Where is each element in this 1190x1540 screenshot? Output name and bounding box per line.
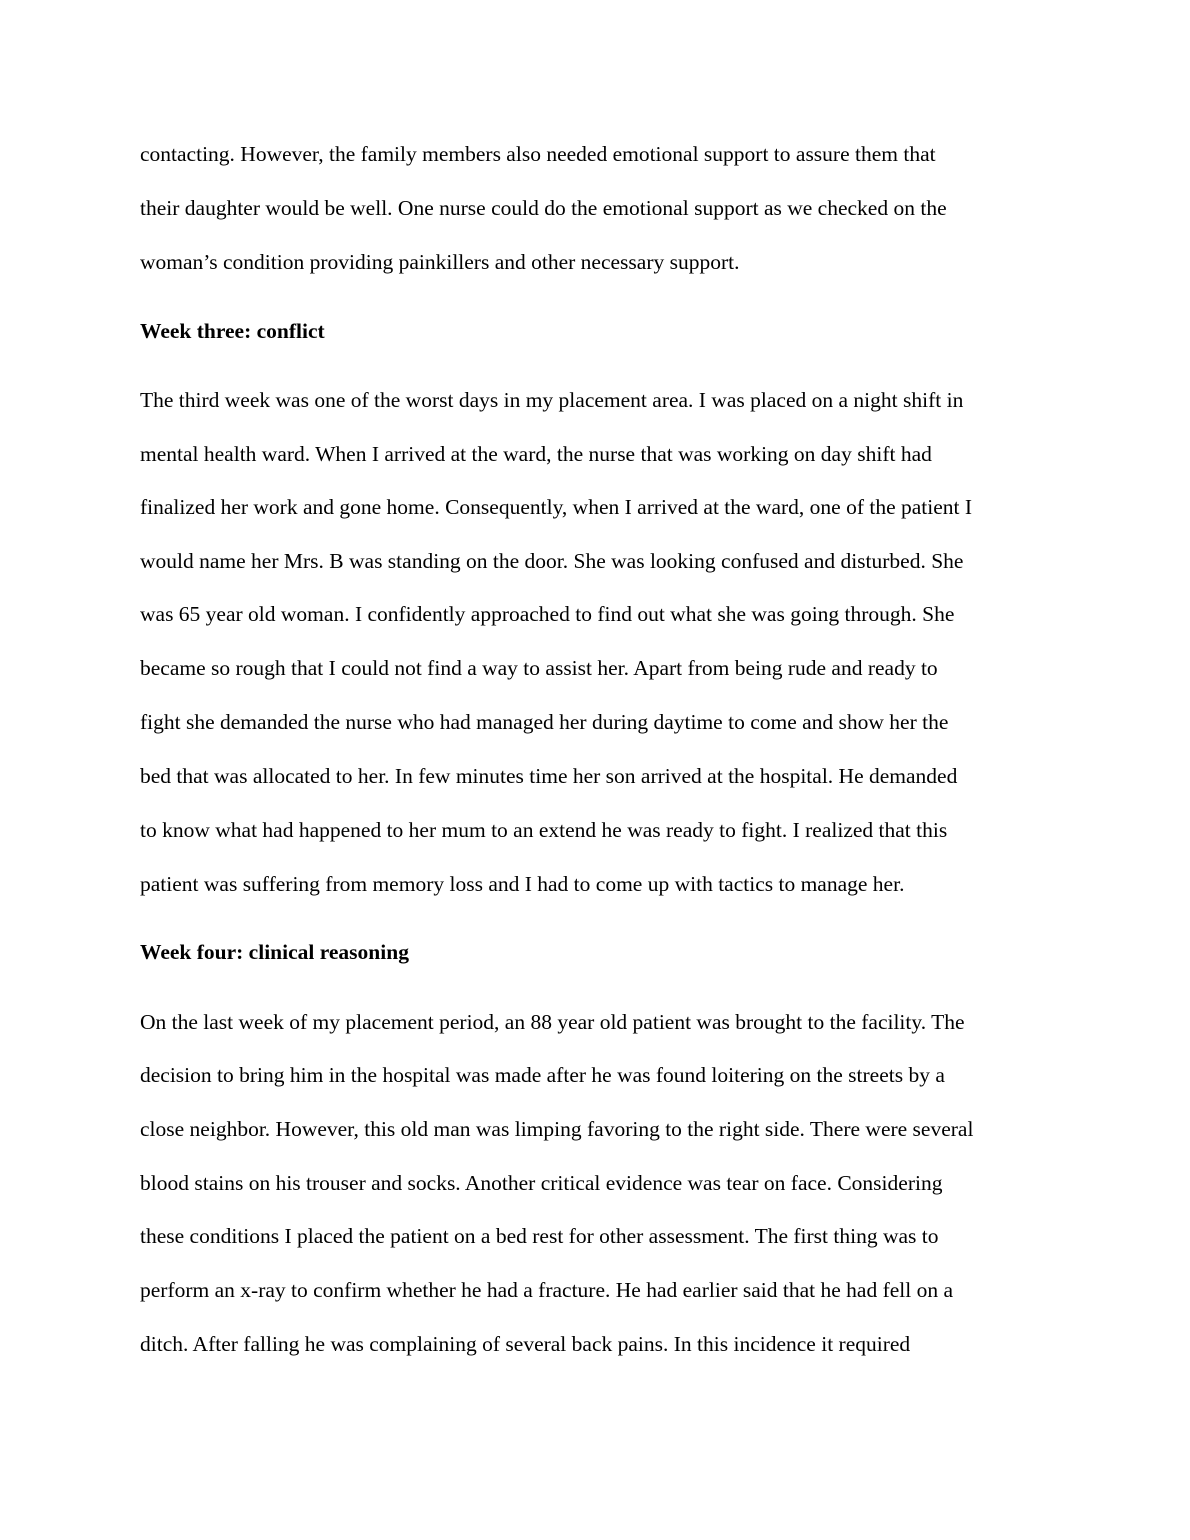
paragraph-line: perform an x-ray to confirm whether he had a fracture. He had earlier said that he had fell on a [140, 1278, 954, 1302]
paragraph-line: contacting. However, the family members also needed emotional support to assure them that [140, 142, 936, 166]
paragraph-line: ditch. After falling he was complaining of several back pains. In this incidence it required [140, 1332, 911, 1356]
paragraph-line: On the last week of my placement period, an 88 year old patient was brought to the facility. The [140, 1010, 965, 1034]
paragraph-line: to know what had happened to her mum to an extend he was ready to fight. I realized that this [140, 818, 948, 842]
paragraph-line: fight she demanded the nurse who had managed her during daytime to come and show her the [140, 710, 949, 734]
paragraph-line: finalized her work and gone home. Consequently, when I arrived at the ward, one of the patient I [140, 495, 973, 519]
section-heading-week-three: Week three: conflict [140, 319, 325, 343]
paragraph-line: these conditions I placed the patient on a bed rest for other assessment. The first thing was to [140, 1224, 939, 1248]
paragraph-line: blood stains on his trouser and socks. Another critical evidence was tear on face. Considering [140, 1171, 943, 1195]
paragraph-line: patient was suffering from memory loss and I had to come up with tactics to manage her. [140, 872, 905, 896]
paragraph-line: woman’s condition providing painkillers and other necessary support. [140, 250, 740, 274]
paragraph-line: mental health ward. When I arrived at the ward, the nurse that was working on day shift had [140, 442, 932, 466]
paragraph-line: bed that was allocated to her. In few minutes time her son arrived at the hospital. He demanded [140, 764, 958, 788]
section-heading-week-four: Week four: clinical reasoning [140, 940, 409, 964]
paragraph-line: would name her Mrs. B was standing on the door. She was looking confused and disturbed. She [140, 549, 964, 573]
paragraph-line: became so rough that I could not find a way to assist her. Apart from being rude and ready to [140, 656, 938, 680]
paragraph-line: The third week was one of the worst days in my placement area. I was placed on a night shift in [140, 388, 964, 412]
paragraph-line: their daughter would be well. One nurse could do the emotional support as we checked on the [140, 196, 947, 220]
paragraph-line: was 65 year old woman. I confidently approached to find out what she was going through. She [140, 602, 955, 626]
paragraph-line: decision to bring him in the hospital was made after he was found loitering on the streets by a [140, 1063, 945, 1087]
paragraph-line: close neighbor. However, this old man was limping favoring to the right side. There were several [140, 1117, 974, 1141]
